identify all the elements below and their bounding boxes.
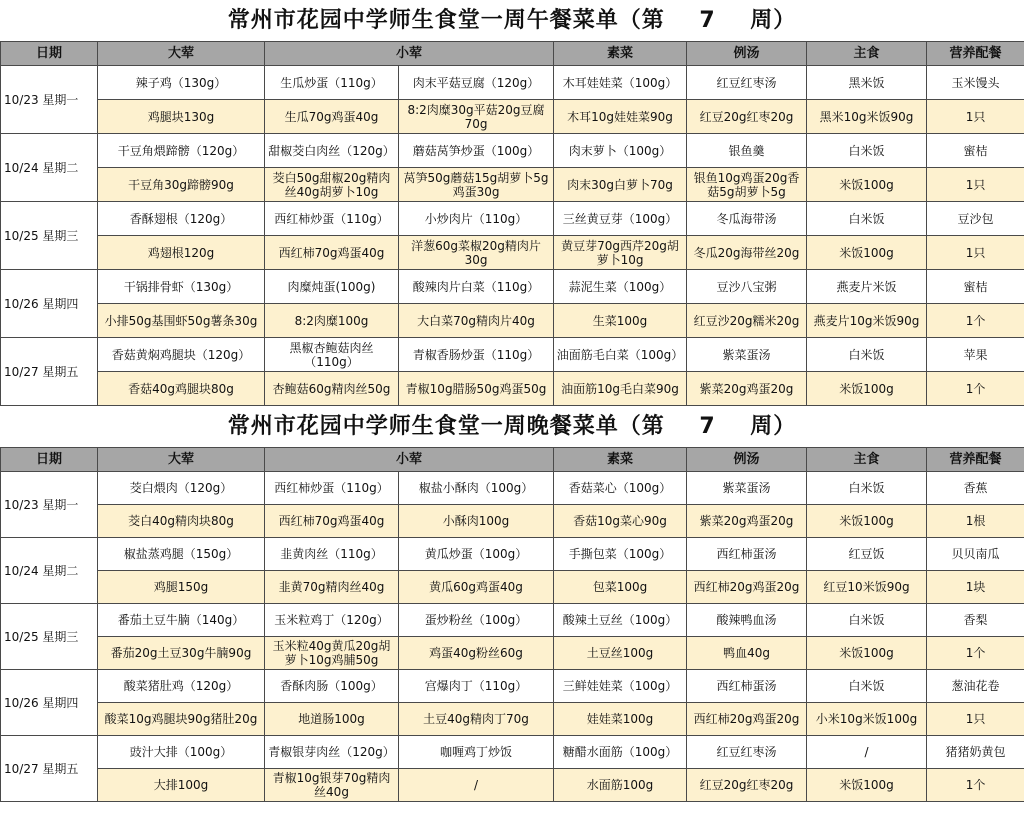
vegetable-cell: 酸辣土豆丝（100g） — [554, 604, 687, 637]
nutrition-cell: 玉米馒头 — [927, 66, 1024, 100]
main-meat-cell: 番茄土豆牛腩（140g） — [98, 604, 265, 637]
header-vegetable: 素菜 — [554, 448, 687, 472]
nutrition-cell: 1个 — [927, 769, 1024, 802]
side-meat-1-cell: 玉米粒40g黄瓜20g胡萝卜10g鸡脯50g — [265, 637, 399, 670]
nutrition-cell: 香梨 — [927, 604, 1024, 637]
soup-cell: 红豆红枣汤 — [687, 736, 807, 769]
side-meat-1-cell: 韭黄70g精肉丝40g — [265, 571, 399, 604]
vegetable-cell: 水面筋100g — [554, 769, 687, 802]
vegetable-cell: 蒜泥生菜（100g） — [554, 270, 687, 304]
staple-cell: 小米10g米饭100g — [807, 703, 927, 736]
header-date: 日期 — [1, 448, 98, 472]
soup-cell: 西红柿蛋汤 — [687, 538, 807, 571]
side-meat-2-cell: 洋葱60g菜椒20g精肉片30g — [399, 236, 554, 270]
side-meat-2-cell: 大白菜70g精肉片40g — [399, 304, 554, 338]
nutrition-cell: 贝贝南瓜 — [927, 538, 1024, 571]
date-cell: 10/25 星期三 — [1, 202, 98, 270]
staple-cell: 白米饭 — [807, 604, 927, 637]
side-meat-2-cell: 蘑菇莴笋炒蛋（100g） — [399, 134, 554, 168]
side-meat-2-cell: 宫爆肉丁（110g） — [399, 670, 554, 703]
dinner-qty-row — [1, 703, 1024, 736]
header-staple: 主食 — [807, 448, 927, 472]
soup-cell: 紫菜20g鸡蛋20g — [687, 372, 807, 406]
side-meat-1-cell: 香酥肉肠（100g） — [265, 670, 399, 703]
header-main-meat: 大荤 — [98, 448, 265, 472]
main-meat-cell: 椒盐蒸鸡腿（150g） — [98, 538, 265, 571]
side-meat-1-cell: 生瓜70g鸡蛋40g — [265, 100, 399, 134]
lunch-qty-row — [1, 372, 1024, 406]
lunch-qty-row — [1, 304, 1024, 338]
side-meat-1-cell: 玉米粒鸡丁（120g） — [265, 604, 399, 637]
lunch-qty-row — [1, 100, 1024, 134]
date-cell: 10/27 星期五 — [1, 736, 98, 802]
soup-cell: 豆沙八宝粥 — [687, 270, 807, 304]
vegetable-cell: 糖醋水面筋（100g） — [554, 736, 687, 769]
main-meat-cell: 香酥翅根（120g） — [98, 202, 265, 236]
nutrition-cell: 1根 — [927, 505, 1024, 538]
nutrition-cell: 豆沙包 — [927, 202, 1024, 236]
soup-cell: 红豆20g红枣20g — [687, 769, 807, 802]
side-meat-2-cell: 土豆40g精肉丁70g — [399, 703, 554, 736]
dinner-qty-row — [1, 571, 1024, 604]
nutrition-cell: 猪猪奶黄包 — [927, 736, 1024, 769]
vegetable-cell: 黄豆芽70g西芹20g胡萝卜10g — [554, 236, 687, 270]
soup-cell: 紫菜蛋汤 — [687, 338, 807, 372]
side-meat-2-cell: 椒盐小酥肉（100g） — [399, 472, 554, 505]
staple-cell: 米饭100g — [807, 236, 927, 270]
header-side-meat: 小荤 — [265, 448, 554, 472]
side-meat-2-cell: 莴笋50g蘑菇15g胡萝卜5g鸡蛋30g — [399, 168, 554, 202]
side-meat-2-cell: 肉末平菇豆腐（120g） — [399, 66, 554, 100]
side-meat-2-cell: 青椒10g腊肠50g鸡蛋50g — [399, 372, 554, 406]
dinner-qty-row — [1, 505, 1024, 538]
side-meat-1-cell: 青椒银芽肉丝（120g） — [265, 736, 399, 769]
dinner-menu-title: 常州市花园中学师生食堂一周晚餐菜单（第 7 周） — [0, 406, 1024, 447]
main-meat-cell: 茭白40g精肉块80g — [98, 505, 265, 538]
header-soup: 例汤 — [687, 42, 807, 66]
lunch-dish-row — [1, 134, 1024, 168]
side-meat-2-cell: 咖喱鸡丁炒饭 — [399, 736, 554, 769]
nutrition-cell: 香蕉 — [927, 472, 1024, 505]
side-meat-2-cell: 小酥肉100g — [399, 505, 554, 538]
staple-cell: 黑米10g米饭90g — [807, 100, 927, 134]
lunch-menu-title: 常州市花园中学师生食堂一周午餐菜单（第 7 周） — [0, 0, 1024, 41]
staple-cell: 米饭100g — [807, 769, 927, 802]
main-meat-cell: 小排50g基围虾50g薯条30g — [98, 304, 265, 338]
dinner-dish-row — [1, 670, 1024, 703]
soup-cell: 紫菜20g鸡蛋20g — [687, 505, 807, 538]
lunch-dish-row — [1, 270, 1024, 304]
date-cell: 10/25 星期三 — [1, 604, 98, 670]
nutrition-cell: 1块 — [927, 571, 1024, 604]
main-meat-cell: 辣子鸡（130g） — [98, 66, 265, 100]
soup-cell: 鸭血40g — [687, 637, 807, 670]
vegetable-cell: 生菜100g — [554, 304, 687, 338]
vegetable-cell: 土豆丝100g — [554, 637, 687, 670]
vegetable-cell: 木耳娃娃菜（100g） — [554, 66, 687, 100]
soup-cell: 紫菜蛋汤 — [687, 472, 807, 505]
date-cell: 10/27 星期五 — [1, 338, 98, 406]
main-meat-cell: 干豆角30g蹄髈90g — [98, 168, 265, 202]
side-meat-2-cell: 青椒香肠炒蛋（110g） — [399, 338, 554, 372]
main-meat-cell: 豉汁大排（100g） — [98, 736, 265, 769]
side-meat-1-cell: 韭黄肉丝（110g） — [265, 538, 399, 571]
vegetable-cell: 手撕包菜（100g） — [554, 538, 687, 571]
side-meat-2-cell: 8:2肉糜30g平菇20g豆腐70g — [399, 100, 554, 134]
staple-cell: 白米饭 — [807, 472, 927, 505]
lunch-header-row — [1, 42, 1024, 66]
main-meat-cell: 鸡腿150g — [98, 571, 265, 604]
header-side-meat: 小荤 — [265, 42, 554, 66]
staple-cell: 红豆饭 — [807, 538, 927, 571]
dinner-menu-table — [0, 447, 1024, 802]
nutrition-cell: 苹果 — [927, 338, 1024, 372]
lunch-qty-row — [1, 168, 1024, 202]
soup-cell: 西红柿20g鸡蛋20g — [687, 571, 807, 604]
side-meat-2-cell: 蛋炒粉丝（100g） — [399, 604, 554, 637]
main-meat-cell: 鸡腿块130g — [98, 100, 265, 134]
nutrition-cell: 1只 — [927, 100, 1024, 134]
main-meat-cell: 鸡翅根120g — [98, 236, 265, 270]
side-meat-1-cell: 生瓜炒蛋（110g） — [265, 66, 399, 100]
vegetable-cell: 木耳10g娃娃菜90g — [554, 100, 687, 134]
nutrition-cell: 蜜桔 — [927, 134, 1024, 168]
side-meat-2-cell: 黄瓜60g鸡蛋40g — [399, 571, 554, 604]
header-date: 日期 — [1, 42, 98, 66]
side-meat-1-cell: 西红柿炒蛋（110g） — [265, 472, 399, 505]
vegetable-cell: 包菜100g — [554, 571, 687, 604]
side-meat-2-cell: 小炒肉片（110g） — [399, 202, 554, 236]
side-meat-1-cell: 茭白50g甜椒20g精肉丝40g胡萝卜10g — [265, 168, 399, 202]
soup-cell: 冬瓜20g海带丝20g — [687, 236, 807, 270]
soup-cell: 酸辣鸭血汤 — [687, 604, 807, 637]
staple-cell: 白米饭 — [807, 134, 927, 168]
side-meat-1-cell: 青椒10g银芽70g精肉丝40g — [265, 769, 399, 802]
staple-cell: 红豆10米饭90g — [807, 571, 927, 604]
soup-cell: 银鱼10g鸡蛋20g香菇5g胡萝卜5g — [687, 168, 807, 202]
staple-cell: 燕麦片米饭 — [807, 270, 927, 304]
side-meat-1-cell: 黑椒杏鲍菇肉丝（110g） — [265, 338, 399, 372]
staple-cell: 白米饭 — [807, 202, 927, 236]
staple-cell: / — [807, 736, 927, 769]
main-meat-cell: 酸菜10g鸡腿块90g猪肚20g — [98, 703, 265, 736]
dinner-dish-row — [1, 736, 1024, 769]
vegetable-cell: 肉末30g白萝卜70g — [554, 168, 687, 202]
side-meat-1-cell: 杏鲍菇60g精肉丝50g — [265, 372, 399, 406]
date-cell: 10/26 星期四 — [1, 270, 98, 338]
side-meat-1-cell: 地道肠100g — [265, 703, 399, 736]
lunch-dish-row — [1, 66, 1024, 100]
nutrition-cell: 葱油花卷 — [927, 670, 1024, 703]
date-cell: 10/26 星期四 — [1, 670, 98, 736]
dinner-dish-row — [1, 472, 1024, 505]
dinner-header-row — [1, 448, 1024, 472]
dinner-dish-row — [1, 604, 1024, 637]
dinner-dish-row — [1, 538, 1024, 571]
soup-cell: 红豆红枣汤 — [687, 66, 807, 100]
main-meat-cell: 干豆角煨蹄髈（120g） — [98, 134, 265, 168]
dinner-qty-row — [1, 637, 1024, 670]
vegetable-cell: 三鲜娃娃菜（100g） — [554, 670, 687, 703]
staple-cell: 白米饭 — [807, 338, 927, 372]
side-meat-2-cell: / — [399, 769, 554, 802]
soup-cell: 红豆沙20g糯米20g — [687, 304, 807, 338]
vegetable-cell: 香菇10g菜心90g — [554, 505, 687, 538]
nutrition-cell: 1个 — [927, 304, 1024, 338]
header-vegetable: 素菜 — [554, 42, 687, 66]
side-meat-2-cell: 黄瓜炒蛋（100g） — [399, 538, 554, 571]
date-cell: 10/23 星期一 — [1, 66, 98, 134]
soup-cell: 冬瓜海带汤 — [687, 202, 807, 236]
staple-cell: 黑米饭 — [807, 66, 927, 100]
main-meat-cell: 干锅排骨虾（130g） — [98, 270, 265, 304]
lunch-dish-row — [1, 338, 1024, 372]
vegetable-cell: 油面筋10g毛白菜90g — [554, 372, 687, 406]
date-cell: 10/24 星期二 — [1, 134, 98, 202]
nutrition-cell: 1只 — [927, 703, 1024, 736]
side-meat-2-cell: 鸡蛋40g粉丝60g — [399, 637, 554, 670]
soup-cell: 银鱼羹 — [687, 134, 807, 168]
date-cell: 10/23 星期一 — [1, 472, 98, 538]
vegetable-cell: 娃娃菜100g — [554, 703, 687, 736]
nutrition-cell: 1个 — [927, 372, 1024, 406]
vegetable-cell: 油面筋毛白菜（100g） — [554, 338, 687, 372]
side-meat-1-cell: 8:2肉糜100g — [265, 304, 399, 338]
main-meat-cell: 番茄20g土豆30g牛腩90g — [98, 637, 265, 670]
vegetable-cell: 肉末萝卜（100g） — [554, 134, 687, 168]
staple-cell: 米饭100g — [807, 637, 927, 670]
header-main-meat: 大荤 — [98, 42, 265, 66]
soup-cell: 西红柿20g鸡蛋20g — [687, 703, 807, 736]
staple-cell: 白米饭 — [807, 670, 927, 703]
lunch-qty-row — [1, 236, 1024, 270]
vegetable-cell: 三丝黄豆芽（100g） — [554, 202, 687, 236]
main-meat-cell: 大排100g — [98, 769, 265, 802]
side-meat-1-cell: 甜椒茭白肉丝（120g） — [265, 134, 399, 168]
lunch-menu-table — [0, 41, 1024, 406]
nutrition-cell: 蜜桔 — [927, 270, 1024, 304]
vegetable-cell: 香菇菜心（100g） — [554, 472, 687, 505]
side-meat-1-cell: 肉糜炖蛋(100g) — [265, 270, 399, 304]
staple-cell: 米饭100g — [807, 505, 927, 538]
dinner-qty-row — [1, 769, 1024, 802]
nutrition-cell: 1只 — [927, 168, 1024, 202]
soup-cell: 红豆20g红枣20g — [687, 100, 807, 134]
lunch-dish-row — [1, 202, 1024, 236]
staple-cell: 米饭100g — [807, 372, 927, 406]
side-meat-1-cell: 西红柿70g鸡蛋40g — [265, 505, 399, 538]
side-meat-1-cell: 西红柿70g鸡蛋40g — [265, 236, 399, 270]
header-soup: 例汤 — [687, 448, 807, 472]
header-nutrition: 营养配餐 — [927, 448, 1024, 472]
staple-cell: 燕麦片10g米饭90g — [807, 304, 927, 338]
header-staple: 主食 — [807, 42, 927, 66]
side-meat-1-cell: 西红柿炒蛋（110g） — [265, 202, 399, 236]
main-meat-cell: 香菇黄焖鸡腿块（120g） — [98, 338, 265, 372]
side-meat-2-cell: 酸辣肉片白菜（110g） — [399, 270, 554, 304]
date-cell: 10/24 星期二 — [1, 538, 98, 604]
main-meat-cell: 酸菜猪肚鸡（120g） — [98, 670, 265, 703]
staple-cell: 米饭100g — [807, 168, 927, 202]
main-meat-cell: 香菇40g鸡腿块80g — [98, 372, 265, 406]
header-nutrition: 营养配餐 — [927, 42, 1024, 66]
main-meat-cell: 茭白煨肉（120g） — [98, 472, 265, 505]
nutrition-cell: 1个 — [927, 637, 1024, 670]
nutrition-cell: 1只 — [927, 236, 1024, 270]
soup-cell: 西红柿蛋汤 — [687, 670, 807, 703]
